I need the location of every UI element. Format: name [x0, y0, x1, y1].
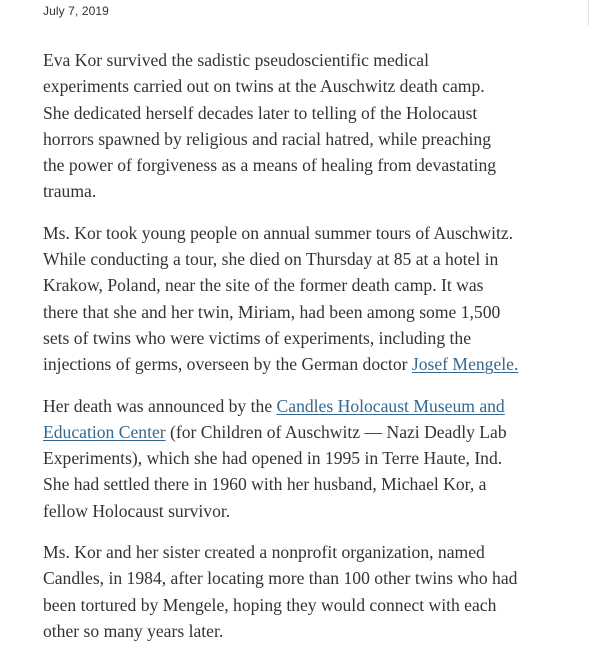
article-paragraph-2 [43, 220, 591, 378]
candles-museum-link-part1[interactable]: Candles Holocaust Museum and [276, 395, 505, 416]
article-paragraph-1 [43, 47, 591, 205]
article-paragraph-4 [43, 539, 591, 644]
paragraph-line: fellow Holocaust survivor. [43, 500, 231, 521]
candles-museum-link-part2[interactable]: Education Center [43, 421, 166, 442]
paragraph-line: Eva Kor survived the sadistic pseudoscientific medical [43, 50, 429, 70]
paragraph-line: Her death was announced by the [43, 395, 277, 416]
paragraph-line: Ms. Kor and her sister created a nonprofit organization, named [43, 542, 485, 563]
article-paragraph-3 [43, 393, 591, 524]
paragraph-line: trauma. [43, 181, 97, 202]
column-divider [588, 0, 589, 26]
paragraph-line: Krakow, Poland, near the site of the former death camp. It was [43, 275, 484, 296]
article-body [43, 47, 591, 659]
paragraph-line: horrors spawned by religious and racial hatred, while preaching [43, 128, 491, 149]
paragraph-line: She dedicated herself decades later to telling of the Holocaust [43, 102, 478, 123]
paragraph-line: Experiments), which she had opened in 1995 in Terre Haute, Ind. [43, 448, 503, 469]
paragraph-line: other so many years later. [43, 620, 224, 641]
paragraph-line: (for Children of Auschwitz — Nazi Deadly Lab [165, 421, 507, 442]
josef-mengele-link[interactable]: Josef Mengele. [411, 354, 519, 375]
paragraph-line: experiments carried out on twins at the Auschwitz death camp. [43, 76, 485, 97]
paragraph-line: been tortured by Mengele, hoping they would connect with each [43, 594, 497, 615]
paragraph-line: there that she and her twin, Miriam, had been among some 1,500 [43, 301, 501, 322]
paragraph-line: While conducting a tour, she died on Thursday at 85 at a hotel in [43, 249, 499, 270]
paragraph-line: Candles, in 1984, after locating more than 100 other twins who had [43, 568, 518, 589]
paragraph-line: injections of germs, overseen by the German doctor [43, 354, 412, 375]
article-dateline: July 7, 2019 [43, 4, 109, 18]
paragraph-line: sets of twins who were victims of experiments, including the [43, 327, 472, 348]
paragraph-line: Ms. Kor took young people on annual summer tours of Auschwitz. [43, 222, 514, 243]
paragraph-line: the power of forgiveness as a means of healing from devastating [43, 155, 497, 176]
paragraph-line: She had settled there in 1960 with her husband, Michael Kor, a [43, 474, 487, 495]
